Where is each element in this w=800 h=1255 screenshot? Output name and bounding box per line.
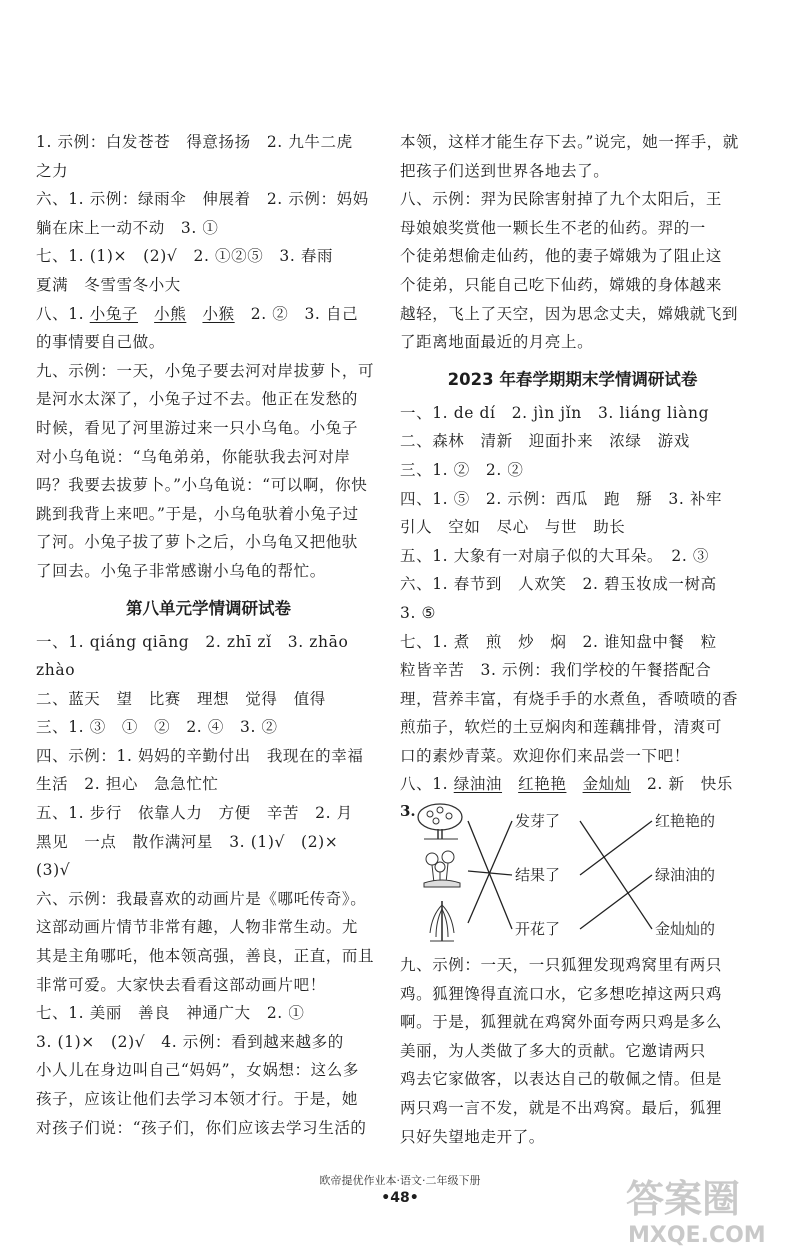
answer-line: 个徒弟，只能自己吃下仙药，嫦娥的身体越来 [400, 275, 723, 294]
underlined-word: 红艳艳 [518, 775, 567, 794]
underlined-word: 小兔子 [89, 304, 139, 323]
answer-line-ba [400, 770, 745, 799]
watermark-logo [620, 1168, 790, 1248]
left-answers-top [36, 128, 381, 300]
answer-line: 生活 2. 担心 急急忙忙 [36, 775, 219, 794]
left-answers-story [36, 328, 381, 585]
match-middle-item: 开花了 [515, 920, 561, 939]
answer-line: 时候，看见了河里游过来一只小乌龟。小兔子 [36, 418, 359, 437]
watermark-text-top: 答案圈 [626, 1177, 741, 1221]
answer-line: 粒皆辛苦 3. 示例：我们学校的午餐搭配合 [400, 661, 712, 680]
answer-line: 3. (1)× (2)√ 4. 示例：看到越来越多的 [36, 1032, 344, 1051]
match-line [580, 875, 652, 929]
answer-line: 之力 [36, 161, 69, 180]
answer-line: 六、1. 示例：绿雨伞 伸展着 2. 示例：妈妈 [36, 190, 369, 209]
answer-line: 三、1. ③ ① ② 2. ④ 3. ② [36, 718, 278, 737]
answer-line: 夏满 冬雪雪冬小大 [36, 275, 181, 294]
answer-line: 九、示例：一天，一只狐狸发现鸡窝里有两只 [400, 956, 723, 975]
answer-line: 这部动画片情节非常有趣，人物非常生动。尤 [36, 918, 359, 937]
answer-line: 四、1. ⑤ 2. 示例：西瓜 跑 掰 3. 补牢 [400, 489, 723, 508]
answer-line: zhào [36, 661, 76, 680]
answer-line: 的事情要自己做。 [36, 333, 165, 352]
answer-line: 了回去。小兔子非常感谢小乌龟的帮忙。 [36, 561, 326, 580]
section-title: 第八单元学情调研试卷 [126, 598, 291, 618]
answer-line: 1. 示例：白发苍苍 得意扬扬 2. 九牛二虎 [36, 133, 353, 151]
answer-line: 五、1. 大象有一对扇子似的大耳朵。 2. ③ [400, 546, 709, 565]
answer-line: 九、示例：一天，小兔子要去河对岸拔萝卜，可 [36, 361, 375, 380]
underlined-word: 金灿灿 [582, 775, 631, 794]
question-number: 3. [400, 802, 416, 821]
answer-line: 美丽，为人类做了多大的贡献。它邀请两只 [400, 1041, 706, 1060]
answer-line: 了距离地面最近的月亮上。 [400, 333, 594, 352]
line-prefix: 八、1. [400, 775, 454, 794]
answer-line: 对小乌龟说：“乌龟弟弟，你能驮我去河对岸 [36, 447, 351, 466]
answer-line: 七、1. 煮 煎 炒 焖 2. 谁知盘中餐 粒 [400, 632, 717, 651]
answer-line: 了河。小兔子拔了萝卜之后，小乌龟又把他驮 [36, 533, 359, 552]
match-right-item: 金灿灿的 [655, 920, 716, 939]
answer-line: 鸡。狐狸馋得直流口水，它多想吃掉这两只鸡 [400, 984, 723, 1003]
answer-line: 五、1. 步行 依靠人力 方便 辛苦 2. 月 [36, 804, 353, 823]
answer-line: 母娘娘奖赏他一颗长生不老的仙药。羿的一 [400, 218, 706, 237]
answer-line: 一、1. de dí 2. jìn jǐn 3. liáng liàng [400, 403, 710, 422]
answer-line: 只好失望地走开了。 [400, 1127, 545, 1146]
answer-line: 八、示例：羿为民除害射掉了九个太阳后，王 [400, 190, 723, 209]
right-answers-story [400, 951, 745, 1151]
line-prefix: 八、1. [36, 304, 90, 323]
match-right-item: 绿油油的 [655, 866, 716, 885]
answer-line: 口的素炒青菜。欢迎你们来品尝一下吧！ [400, 746, 690, 765]
answer-line: 啊。于是，狐狸就在鸡窝外面夸两只鸡是多么 [400, 1013, 723, 1032]
underlined-word: 绿油油 [453, 775, 503, 794]
underlined-word: 小猴 [202, 304, 235, 323]
match-line [580, 821, 652, 875]
line-suffix: 2. ② 3. 自己 [234, 304, 359, 323]
answer-line: 鸡去它家做客，以表达自己的敬佩之情。但是 [400, 1070, 723, 1089]
answer-line: 越轻，飞上了天空，因为思念丈夫，嫦娥就飞到 [400, 304, 739, 323]
answer-line: 其是主角哪吒，他本领高强，善良，正直，而且 [36, 947, 375, 966]
answer-line: 六、示例：我最喜欢的动画片是《哪吒传奇》。 [36, 889, 367, 908]
answer-line: 两只鸡一言不发，就是不出鸡窝。最后，狐狸 [400, 1099, 723, 1118]
right-answers-final [400, 399, 745, 771]
answer-line: 跳到我背上来吧。”于是，小乌龟驮着小兔子过 [36, 504, 359, 523]
answer-line: 是河水太深了，小兔子过不去。他正在发愁的 [36, 390, 359, 409]
answer-line: 一、1. qiáng qiāng 2. zhī zǐ 3. zhāo [36, 632, 349, 651]
book-title-footer: 欧帝提优作业本·语文·二年级下册 [319, 1174, 481, 1187]
answer-line: 七、1. (1)× (2)√ 2. ①②⑤ 3. 春雨 [36, 247, 334, 266]
answer-line: 引人 空如 尽心 与世 助长 [400, 518, 626, 537]
answer-line: 理，营养丰富，有烧手手的水煮鱼，香喷喷的香 [400, 689, 739, 708]
answer-line: 对孩子们说：“孩子们，你们应该去学习生活的 [36, 1118, 367, 1137]
answer-line: 非常可爱。大家快去看看这部动画片吧！ [36, 975, 326, 994]
answer-line: 二、蓝天 望 比赛 理想 觉得 值得 [36, 689, 326, 708]
match-middle-item: 发芽了 [515, 812, 561, 831]
answer-line: 小人儿在身边叫自己“妈妈”，女娲想：这么多 [36, 1061, 359, 1080]
left-column [36, 128, 381, 1142]
answer-line: 二、森林 清新 迎面扑来 浓绿 游戏 [400, 432, 690, 451]
answer-line: 把孩子们送到世界各地去了。 [400, 161, 610, 180]
answer-line: 黑见 一点 散作满河星 3. (1)√ (2)× [36, 832, 339, 851]
answer-line: 吗？我要去拔萝卜。”小乌龟说：“可以啊，你快 [36, 476, 368, 495]
right-column [400, 128, 745, 1151]
line-suffix: 2. 新 快乐 [630, 775, 733, 794]
answer-line: 四、示例：1. 妈妈的辛勤付出 我现在的幸福 [36, 746, 364, 765]
answer-line: (3)√ [36, 861, 71, 880]
answer-line: 本领，这样才能生存下去。”说完，她一挥手，就 [400, 133, 739, 151]
answer-line: 3. ⑤ [400, 603, 437, 622]
underlined-word: 小熊 [154, 304, 187, 323]
section-title: 2023 年春学期期末学情调研试卷 [447, 369, 698, 389]
answer-line: 躺在床上一动不动 3. ① [36, 218, 219, 237]
match-line [580, 821, 652, 929]
matching-lines [400, 801, 740, 951]
watermark-text-bottom: MXQE.COM [628, 1223, 766, 1248]
answer-line-ba [36, 300, 381, 329]
answer-line: 个徒弟想偷走仙药，他的妻子嫦娥为了阻止这 [400, 247, 723, 266]
answer-line: 七、1. 美丽 善良 神通广大 2. ① [36, 1004, 305, 1023]
answer-line: 孩子，应该让他们去学习本领才行。于是，她 [36, 1090, 359, 1108]
match-middle-item: 结果了 [515, 866, 561, 885]
matching-figure [400, 801, 740, 951]
answer-line: 三、1. ② 2. ② [400, 460, 524, 479]
left-answers-unit8 [36, 628, 381, 1143]
match-right-item: 红艳艳的 [655, 812, 716, 831]
answer-line: 煎茄子，软烂的土豆焖肉和莲藕排骨，清爽可 [400, 718, 723, 737]
page-number: •48• [381, 1190, 419, 1206]
right-answers-top [400, 128, 745, 357]
answer-line: 六、1. 春节到 人欢笑 2. 碧玉妆成一树高 [400, 575, 717, 594]
